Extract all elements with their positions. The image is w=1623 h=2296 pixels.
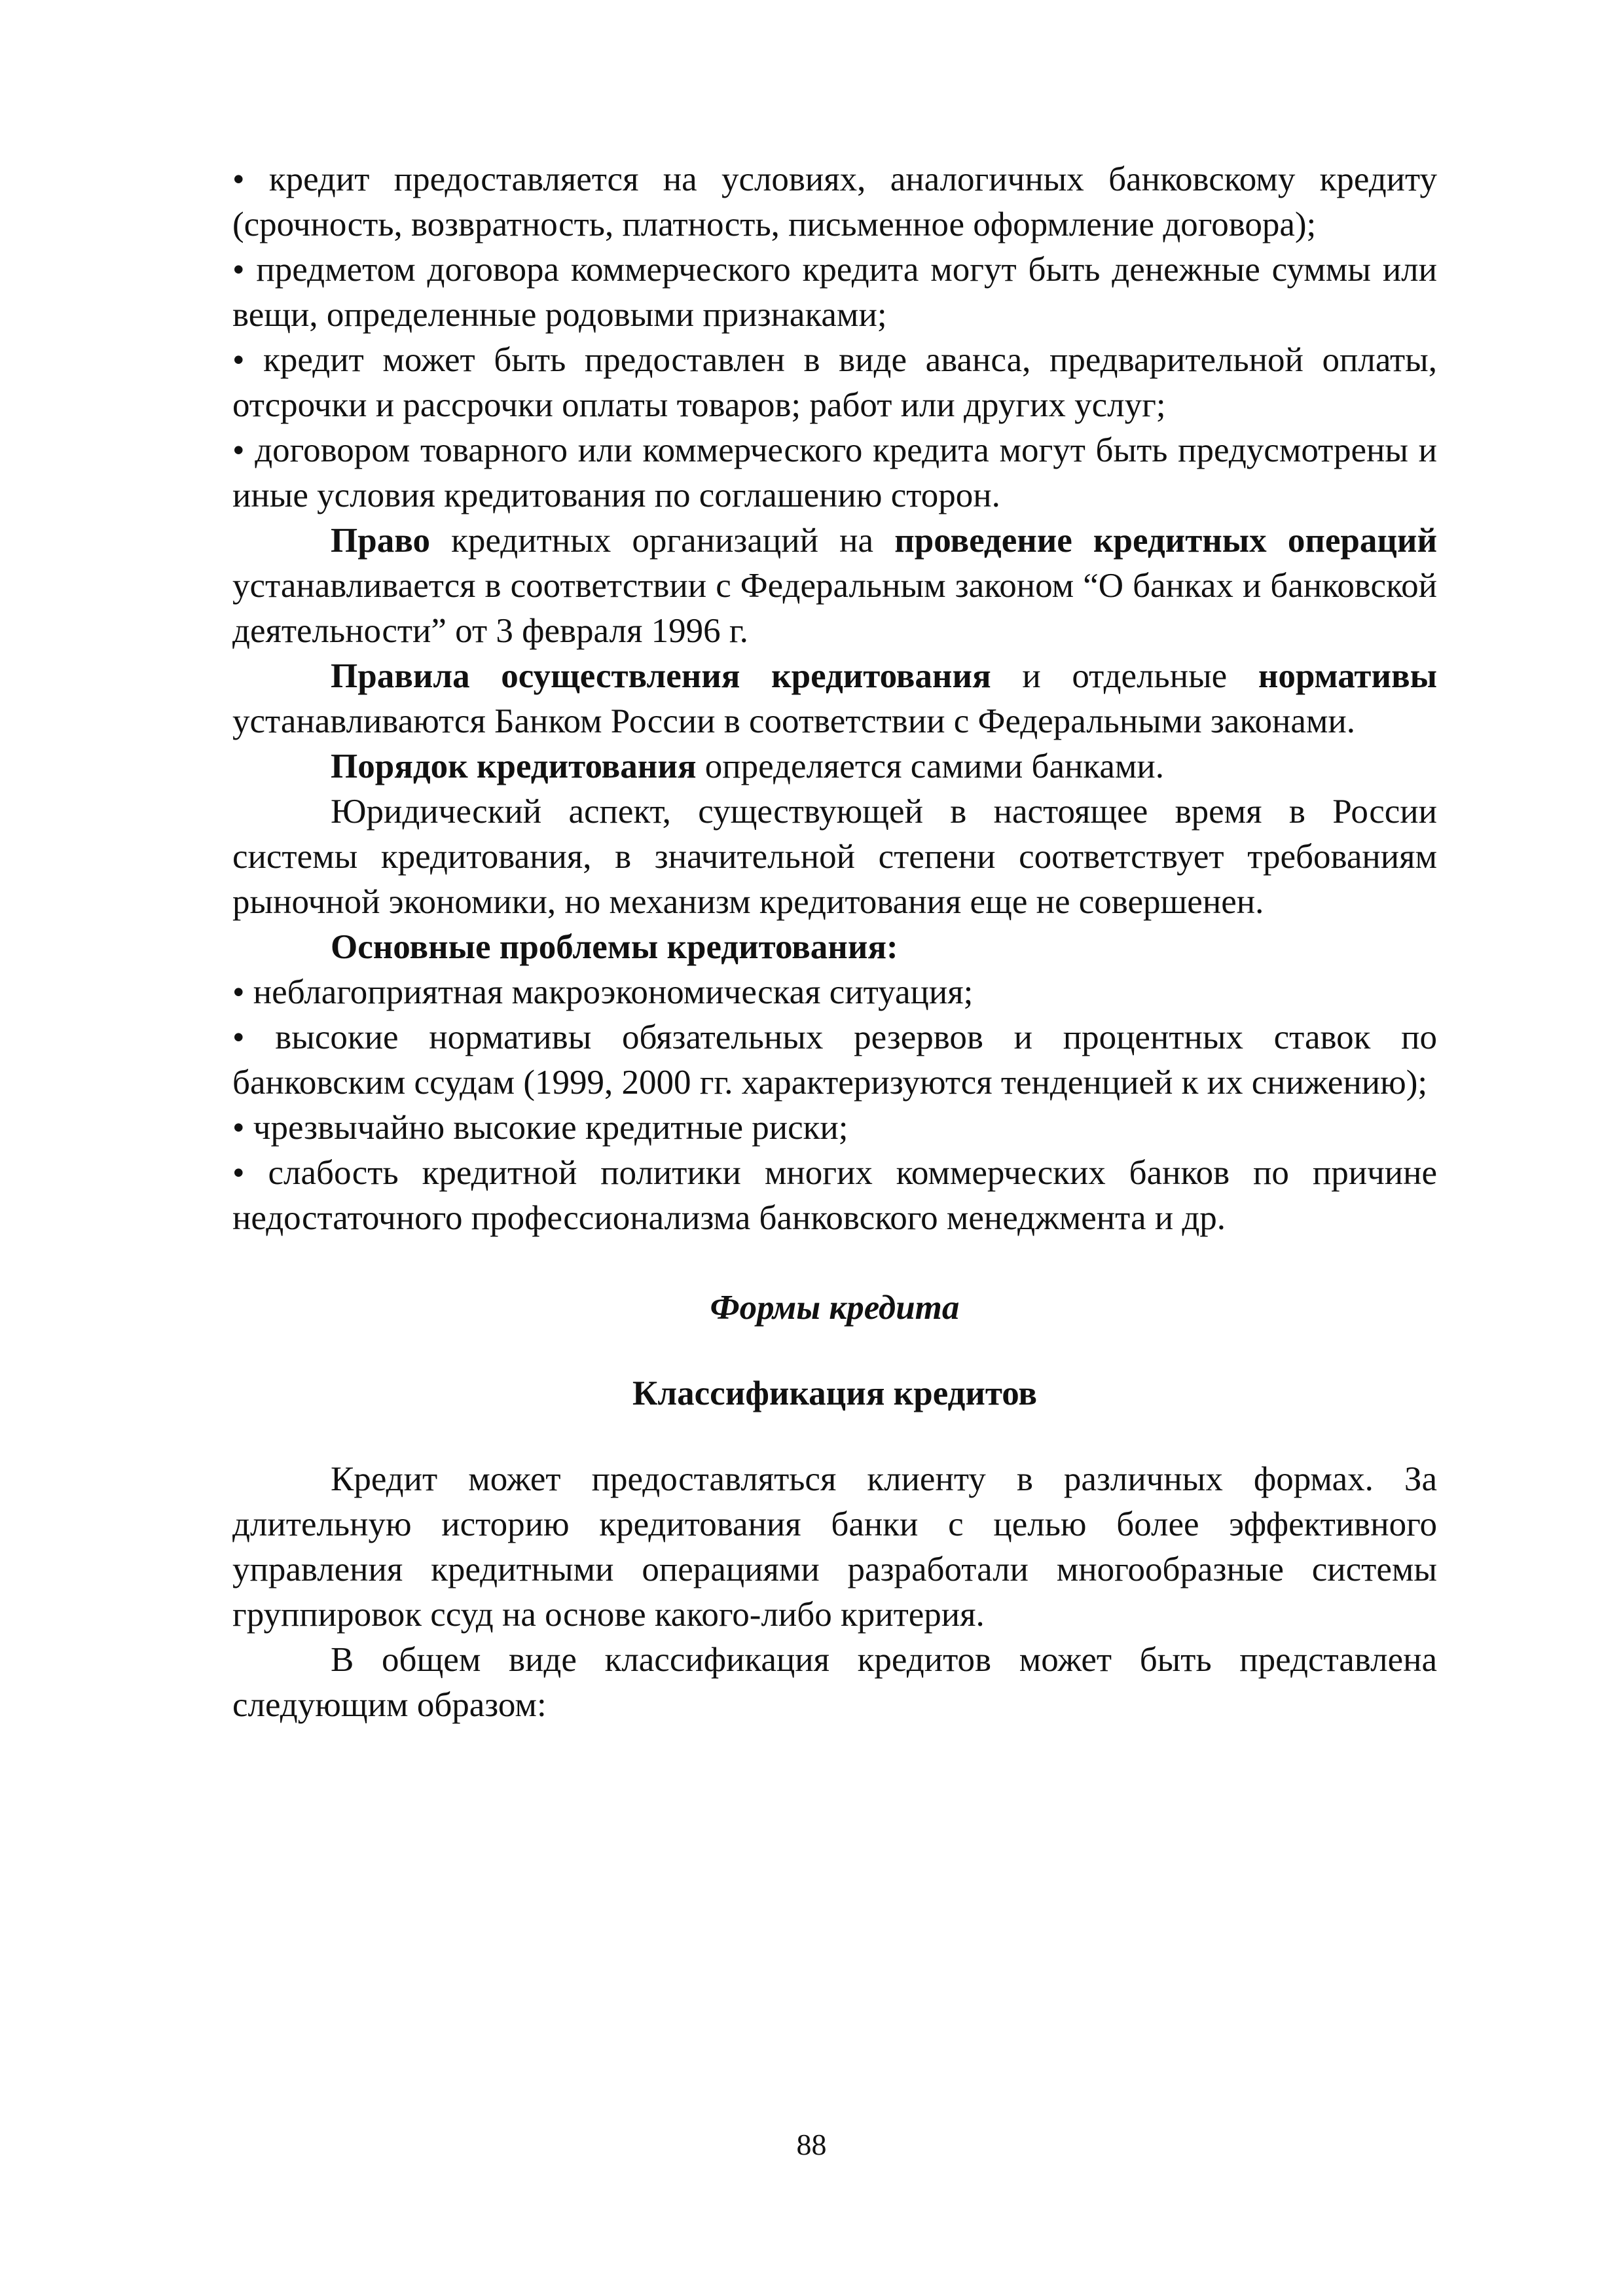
paragraph-right	[232, 518, 1437, 654]
problem-item-4: • слабость кредитной политики многих коммерческих банков по причине недостаточного профессионализма банковского менеджмента и др.	[232, 1154, 1437, 1237]
bullet-item-1: • кредит предоставляется на условиях, аналогичных банковскому кредиту (срочность, возвратность, платность, письменное оформление договора);	[232, 160, 1437, 243]
paragraph-rules	[232, 654, 1437, 744]
bullet-item-2: • предметом договора коммерческого кредита могут быть денежные суммы или вещи, определенные родовыми признаками;	[232, 251, 1437, 334]
paragraph-legal: Юридический аспект, существующей в настоящее время в России системы кредитования, в значительной степени соответствует требованиям рыночной экономики, но механизм кредитования еще не совершенен.	[232, 793, 1437, 921]
subsection-title: Классификация кредитов	[632, 1374, 1037, 1412]
paragraph-forms: Кредит может предоставляться клиенту в различных формах. За длительную историю кредитования банки с целью более эффективного управления кредитными операциями разработали многообразные системы группировок ссуд на основе какого-либо критерия.	[232, 1460, 1437, 1634]
page-body	[232, 157, 1437, 1728]
bullet-item-3: • кредит может быть предоставлен в виде аванса, предварительной оплаты, отсрочки и рассрочки оплаты товаров; работ или других услуг;	[232, 341, 1437, 424]
section-title: Формы кредита	[710, 1289, 960, 1327]
paragraph-text: и отдельные	[991, 657, 1258, 695]
problem-item-1: • неблагоприятная макроэкономическая ситуация;	[232, 973, 974, 1011]
paragraph-text: устанавливаются Банком России в соответствии с Федеральными законами.	[232, 702, 1355, 740]
paragraph-text: кредитных организаций на	[429, 522, 895, 560]
paragraph-classification: В общем виде классификация кредитов может быть представлена следующим образом:	[232, 1641, 1437, 1724]
paragraph-order	[232, 744, 1437, 789]
bullet-item-4: • договором товарного или коммерческого кредита могут быть предусмотрены и иные условия кредитования по соглашению сторон.	[232, 431, 1437, 514]
paragraph-text: устанавливается в соответствии с Федеральным законом “О банках и банковской деятельности” от 3 февраля 1996 г.	[232, 567, 1437, 650]
bold-term: Правила осуществления кредитования	[331, 657, 991, 695]
problem-item-2: • высокие нормативы обязательных резервов и процентных ставок по банковским ссудам (1999, 2000 гг. характеризуются тенденцией к их снижению);	[232, 1018, 1437, 1102]
problems-heading	[232, 925, 1437, 970]
bold-term: Порядок кредитования	[331, 747, 697, 785]
bold-term: Право	[331, 522, 430, 560]
page-number: 88	[796, 2128, 827, 2161]
paragraph-text: определяется самими банками.	[696, 747, 1165, 785]
bold-term: нормативы	[1258, 657, 1437, 695]
problems-heading-text: Основные проблемы кредитования:	[331, 928, 898, 966]
problem-item-3: • чрезвычайно высокие кредитные риски;	[232, 1109, 848, 1147]
bold-term: проведение кредитных операций	[894, 522, 1438, 560]
